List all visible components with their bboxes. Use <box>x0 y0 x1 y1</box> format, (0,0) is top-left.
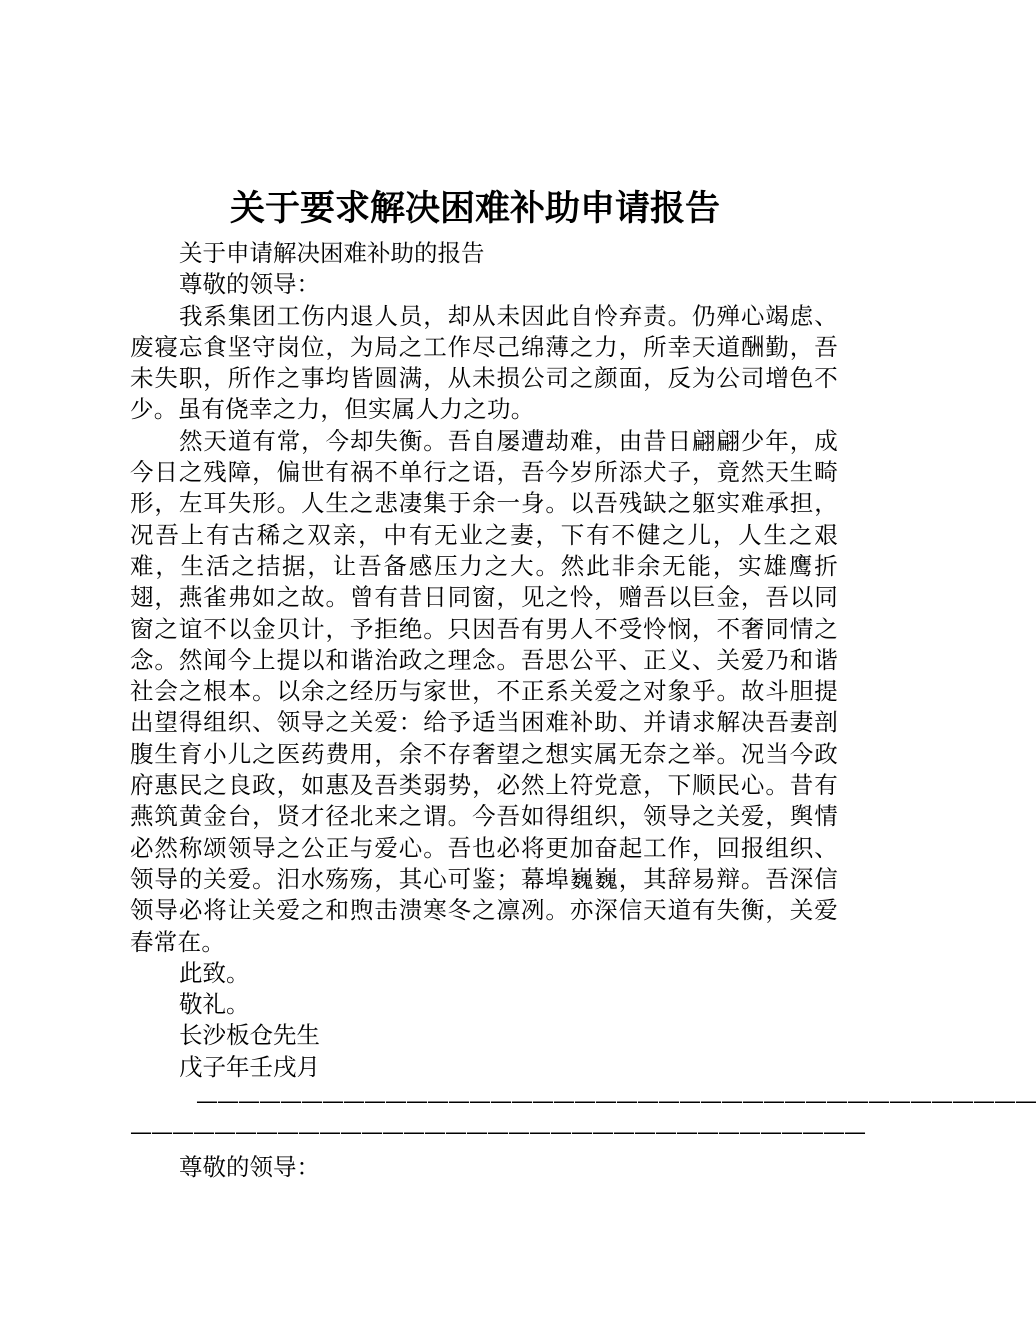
report-subtitle: 关于申请解决困难补助的报告 <box>179 239 485 267</box>
paragraph-1: 我系集团工伤内退人员，却从未因此自怜弃责。仍殚心竭虑、废寝忘食坚守岗位，为局之工作尽己绵薄之力，所幸天道酬勤，吾未失职，所作之事均皆圆满，从未损公司之颜面，反为公司增色不少。虽有侥幸之力，但实属人力之功。 <box>130 301 838 424</box>
separator-line-2: ——————————————————————————————————— <box>130 1120 865 1145</box>
closing-regards: 敬礼。 <box>179 990 250 1019</box>
greeting: 尊敬的领导： <box>179 270 320 299</box>
separator-line-1: ———————————————————————————————————————— <box>196 1089 1036 1114</box>
document-body <box>130 238 838 1083</box>
document-title: 关于要求解决困难补助申请报告 <box>229 188 720 229</box>
greeting-repeat: 尊敬的领导： <box>179 1153 320 1181</box>
closing-salutation: 此致。 <box>179 958 250 987</box>
paragraph-2: 然天道有常，今却失衡。吾自屡遭劫难，由昔日翩翩少年，成今日之残障，偏世有祸不单行之语，吾今岁所添犬子，竟然天生畸形，左耳失形。人生之悲凄集于余一身。以吾残缺之躯实难承担，况吾上有古稀之双亲，中有无业之妻，下有不健之儿，人生之艰难，生活之拮据，让吾备感压力之大。然此非余无能，实雄鹰折翅，燕雀弗如之故。曾有昔日同窗，见之怜，赠吾以巨金，吾以同窗之谊不以金贝计，予拒绝。只因吾有男人不受怜悯，不奢同情之念。然闻今上提以和谐治政之理念。吾思公平、正义、关爱乃和谐社会之根本。以余之经历与家世，不正系关爱之对象乎。故斗胆提出望得组织、领导之关爱：给予适当困难补助、并请求解决吾妻剖腹生育小儿之医药费用，余不存奢望之想实属无奈之举。况当今政府惠民之良政，如惠及吾类弱势，必然上符党意，下顺民心。昔有燕筑黄金台，贤才径北来之谓。今吾如得组织，领导之关爱，舆情必然称颂领导之公正与爱心。吾也必将更加奋起工作，回报组织、领导的关爱。汨水殇殇，其心可鉴；幕埠巍巍，其辞易辩。吾深信领导必将让关爱之和煦击溃寒冬之凛冽。亦深信天道有失衡，关爱春常在。 <box>130 426 838 956</box>
date-line: 戊子年壬戌月 <box>179 1052 320 1081</box>
signature: 长沙板仓先生 <box>179 1021 320 1050</box>
